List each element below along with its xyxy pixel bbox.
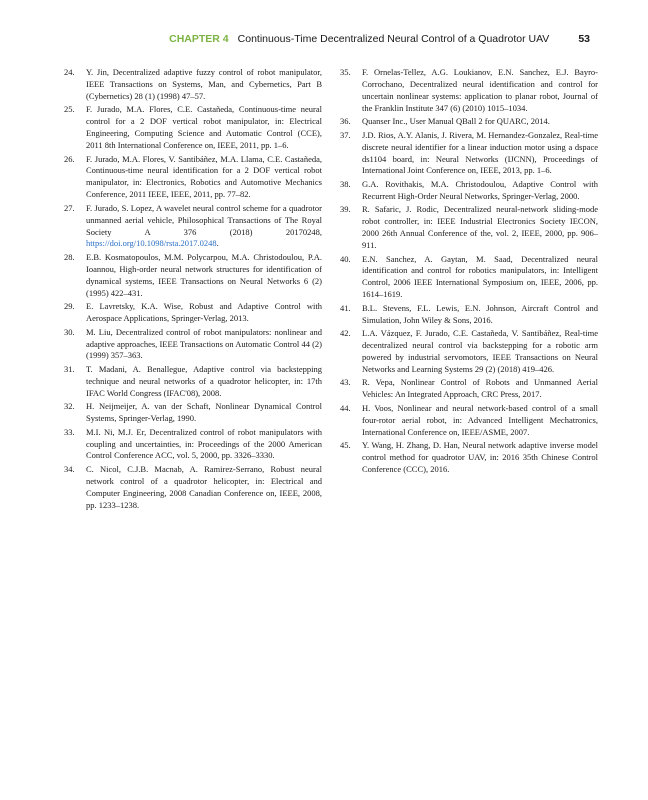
reference-text: C. Nicol, C.J.B. Macnab, A. Ramirez-Serrano, Robust neural network control of a quadrotor helicopter, in: Electrical and Computer Engineering, 2008 Canadian Conference on, IEEE, 2008, pp. 1233–1238.: [86, 463, 322, 510]
reference-number: 32.: [64, 401, 75, 412]
reference-number: 34.: [64, 463, 75, 474]
reference-number: 35.: [340, 67, 351, 77]
reference-item: [340, 130, 598, 178]
reference-number: 38.: [340, 178, 351, 189]
reference-item: [64, 301, 322, 325]
reference-item: [340, 303, 598, 327]
reference-item: [64, 203, 322, 251]
reference-text: M. Liu, Decentralized control of robot manipulators: nonlinear and adaptive approaches, IEEE Transactions on Automatic Control 44 (2) (1999) 357–363.: [86, 326, 322, 361]
reference-text: R. Safaric, J. Rodic, Decentralized neural-network sliding-mode robot controller, in: IEEE Industrial Electronics Society IECON, 2000 26th Annual Conference of the, vol. 2, IEEE, 2000, pp. 906–911.: [362, 204, 598, 251]
chapter-title: Continuous-Time Decentralized Neural Control of a Quadrotor UAV: [237, 33, 550, 45]
reference-number: 37.: [340, 129, 351, 140]
reference-item: [64, 252, 322, 300]
reference-item: [64, 364, 322, 400]
reference-text: F. Jurado, M.A. Flores, C.E. Castañeda, Continuous-time neural control for a 2 DOF vertical robot manipulator, in: Electrical Engineering, Computing Science and Automatic Control (CCE), 2011 8th International Conference on, IEEE, 2011, pp. 1–6.: [86, 104, 322, 151]
reference-number: 40.: [340, 253, 351, 264]
reference-number: 42.: [340, 328, 351, 339]
reference-text: H. Neijmeijer, A. van der Schaft, Nonlinear Dynamical Control Systems, Springer-Verlag, 1990.: [86, 401, 322, 424]
reference-item: [64, 327, 322, 363]
reference-item: [64, 427, 322, 463]
reference-item: [340, 254, 598, 302]
reference-text: F. Jurado, M.A. Flores, V. Santibáñez, M.A. Llama, C.E. Castañeda, Continuous-time neural identification for a 2 DOF vertical robot manipulator, in: Electronics, Robotics and Automotive Mechanics Conference, 2011 IEEE, IEEE, 2011, pp. 77–82.: [86, 153, 322, 200]
reference-text: Y. Jin, Decentralized adaptive fuzzy control of robot manipulator, IEEE Transactions on Systems, Man, and Cybernetics, Part B (Cybernetics) 28 (1) (1998) 47–57.: [86, 67, 322, 101]
reference-number: 39.: [340, 204, 351, 215]
reference-number: 25.: [64, 104, 75, 115]
reference-text: F. Ornelas-Tellez, A.G. Loukianov, E.N. Sanchez, E.J. Bayro-Corrochano, Decentralized neural identification and control for uncertain nonlinear systems: application to planar robot, Journal of the Franklin Institute 347 (6) (2010) 1015–1034.: [362, 67, 598, 113]
reference-text: M.I. Ni, M.J. Er, Decentralized control of robot manipulators with coupling and uncertainties, in: Proceedings of the 2000 American Control Conference ACC, vol. 5, 2000, pp. 3326–3330.: [86, 426, 322, 461]
reference-number: 41.: [340, 302, 351, 313]
reference-tail: .: [216, 238, 219, 249]
references-right-column: [340, 67, 598, 477]
reference-text: B.L. Stevens, F.L. Lewis, E.N. Johnson, Aircraft Control and Simulation, John Wiley & Sons, 2016.: [362, 302, 598, 325]
reference-number: 27.: [64, 202, 75, 213]
reference-text: J.D. Rios, A.Y. Alanis, J. Rivera, M. Hernandez-Gonzalez, Real-time discrete neural identifier for a linear induction motor using a dspace ds1104 board, in: Neural Networks (IJCNN), Proceedings of International Joint Conference on, IEEE, 2013, pp. 1–6.: [362, 129, 598, 176]
reference-item: [64, 67, 322, 103]
reference-item: [64, 401, 322, 425]
reference-number: 30.: [64, 326, 75, 337]
reference-text: E. Lavretsky, K.A. Wise, Robust and Adaptive Control with Aerospace Applications, Springer-Verlag, 2013.: [86, 301, 322, 324]
reference-number: 31.: [64, 363, 75, 374]
reference-text: F. Jurado, S. Lopez, A wavelet neural control scheme for a quadrotor unmanned aerial vehicle, Philosophical Transactions of The Royal Society A 376 (2018) 20170248,: [86, 202, 322, 237]
reference-item: [340, 328, 598, 376]
reference-number: 43.: [340, 377, 351, 388]
running-head: [60, 33, 590, 47]
reference-item: [64, 104, 322, 152]
reference-text: Y. Wang, H. Zhang, D. Han, Neural network adaptive inverse model control method for quadrotor UAV, in: 2016 35th Chinese Control Conference (CCC), 2016.: [362, 440, 598, 474]
reference-text: R. Vepa, Nonlinear Control of Robots and Unmanned Aerial Vehicles: An Integrated Approach, CRC Press, 2017.: [362, 377, 598, 400]
reference-number: 33.: [64, 426, 75, 437]
reference-text: Quanser Inc., User Manual QBall 2 for QUARC, 2014.: [362, 116, 550, 127]
reference-item: [340, 179, 598, 203]
chapter-label: CHAPTER 4: [169, 33, 229, 45]
references-left-column: [64, 67, 322, 513]
reference-item: [340, 403, 598, 439]
reference-number: 29.: [64, 301, 75, 312]
reference-item: [64, 464, 322, 512]
reference-text: E.B. Kosmatopoulos, M.M. Polycarpou, M.A. Christodoulou, P.A. Ioannou, High-order neural network structures for identification of dynamical systems, IEEE Transactions on Neural Networks 6 (2) (1995) 422–431.: [86, 251, 322, 298]
reference-number: 24.: [64, 67, 75, 77]
reference-text: L.A. Vázquez, F. Jurado, C.E. Castañeda, V. Santibáñez, Real-time decentralized neural control via backstepping for a robotic arm powered by industrial servomotors, IEEE Transactions on Neural Networks and Learning Systems 29 (2) (2018) 419–426.: [362, 328, 598, 374]
reference-item: [340, 116, 598, 128]
reference-text: H. Voos, Nonlinear and neural network-based control of a small four-rotor aerial robot, in: Advanced Intelligent Mechatronics, International Conference on, IEEE/ASME, 2007.: [362, 402, 598, 437]
reference-number: 26.: [64, 153, 75, 164]
reference-text: T. Madani, A. Benallegue, Adaptive control via backstepping technique and neural networks of a quadrotor helicopter, in: 17th IFAC World Congress (IFAC'08), 2008.: [86, 363, 322, 398]
doi-link[interactable]: https://doi.org/10.1098/rsta.2017.0248: [86, 238, 217, 249]
reference-item: [340, 440, 598, 476]
reference-item: [340, 204, 598, 252]
reference-number: 36.: [340, 116, 351, 127]
page-number: 53: [578, 33, 590, 45]
reference-item: [340, 377, 598, 401]
reference-number: 44.: [340, 402, 351, 413]
reference-text: G.A. Rovithakis, M.A. Christodoulou, Adaptive Control with Recurrent High-Order Neural Networks, Springer-Verlag, 2000.: [362, 178, 598, 201]
reference-number: 28.: [64, 251, 75, 262]
reference-item: [340, 67, 598, 115]
reference-text: E.N. Sanchez, A. Gaytan, M. Saad, Decentralized neural identification and control for robotics manipulators, in: Intelligent Control, 2006 IEEE International Symposium on, IEEE, 2006, pp. 1614–1619.: [362, 253, 598, 300]
reference-number: 45.: [340, 440, 351, 451]
reference-item: [64, 154, 322, 202]
